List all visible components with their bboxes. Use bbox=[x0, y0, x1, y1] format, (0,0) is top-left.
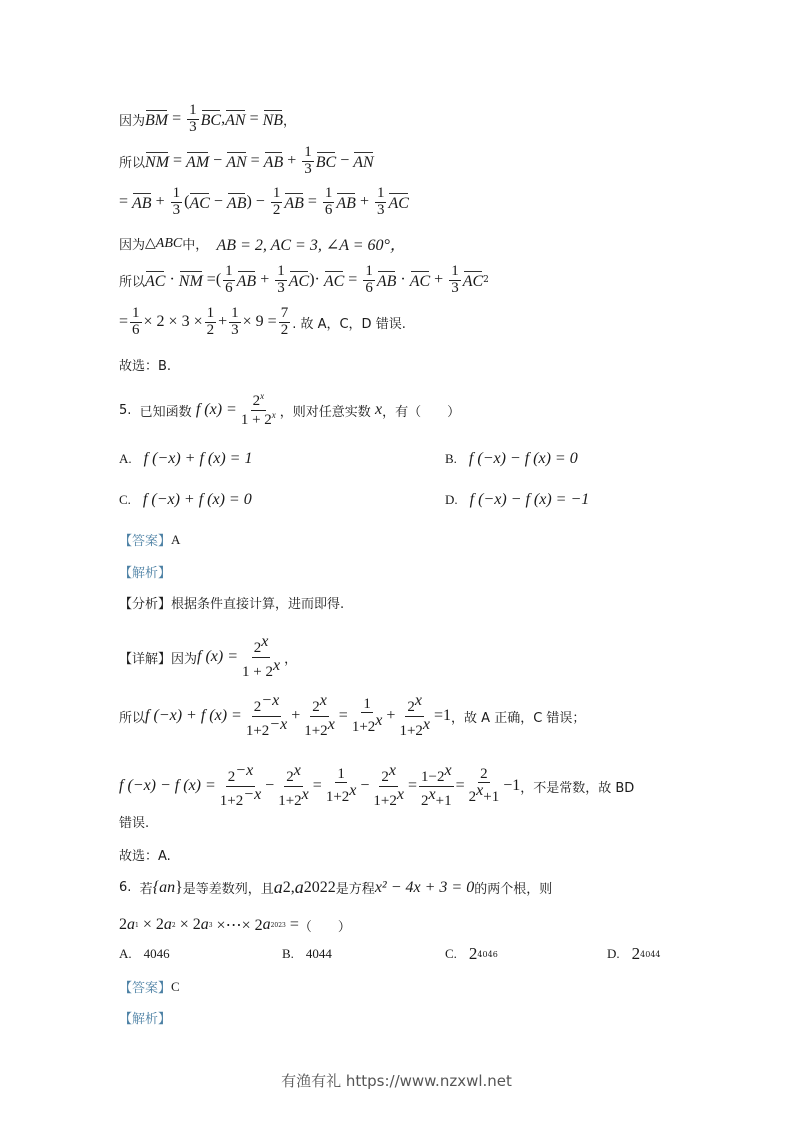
solution-line-3: = AB + $\frac{1}{3}$ ( AC − AB ) − $\frac{1}{2}$ AB = $\frac{1}{6}$ AB + $\frac{1}{3}$ AC bbox=[119, 185, 409, 218]
solution-line-6: = $\frac{1}{6}$ × 2 × 3 × $\frac{1}{2}$ + $\frac{1}{3}$ × 9 = $\frac{7}{2}$ . 故 A，C，D 错误. bbox=[119, 305, 406, 338]
q5-diff-line: f (−x) − f (x) = $\frac{2^{-x}}{1+2^{-x}}$ − $\frac{2^x}{1+2^x}$ = $\frac{1}{1+2^x}$ − $\frac{2^x}{1+2^x}$ = $\frac{1-2^x}{2^x+1}$ = $\frac{2}{2^x+1}$ −1 ，不是常数，故 BD bbox=[119, 762, 635, 809]
answer-label: 【答案】 bbox=[119, 981, 172, 996]
q5-option-b: B. f (−x) − f (x) = 0 bbox=[445, 450, 578, 467]
q5-option-a: A. f (−x) + f (x) = 1 bbox=[119, 450, 253, 467]
q6-analysis-label: 【解析】 bbox=[119, 1012, 172, 1027]
q5-conclusion: 故选：A. bbox=[119, 849, 171, 864]
solution-line-1: 因为 BM = $\frac{1}{3}$ BC , AN = NB ， bbox=[119, 102, 297, 135]
fraction: $\frac{1}{3}$ bbox=[189, 102, 197, 135]
q5-fenxi: 【分析】 根据条件直接计算，进而即得. bbox=[119, 597, 345, 612]
q5-stem: 5. 已知函数 f (x) = $\frac{2^x}{1 + 2^x}$ ，则对任意实数 x ，有（ ） bbox=[119, 391, 461, 428]
q5-sum-line: 所以 f (−x) + f (x) = $\frac{2^{-x}}{1+2^{-x}}$ + $\frac{2^x}{1+2^x}$ = $\frac{1}{1+2^x}$ + $\frac{2^x}{1+2^x}$ =1 ，故 A 正确，C 错误； bbox=[119, 692, 586, 739]
q6-option-b: B. 4044 bbox=[282, 946, 332, 961]
solution-line-4: 因为 △ABC 中， AB = 2, AC = 3, ∠A = 60°， bbox=[119, 236, 406, 254]
solution-conclusion: 故选：B. bbox=[119, 359, 172, 374]
q5-detail: 【详解】 因为 f (x) = $\frac{2^x}{1 + 2^x}$ ， bbox=[119, 633, 298, 680]
q5-analysis-label: 【解析】 bbox=[119, 566, 172, 581]
q6-stem: 6. 若 {a n } 是等差数列，且 a 2 , a 2022 是方程 x² − 4x + 3 = 0 的两个根，则 bbox=[119, 877, 553, 897]
answer-value: C bbox=[171, 978, 180, 994]
solution-line-2: 所以 NM = AM − AN = AB + $\frac{1}{3}$ BC − AN bbox=[119, 144, 374, 177]
footer-watermark: 有渔有礼 https://www.nzxwl.net bbox=[281, 1072, 512, 1090]
solution-line-5: 所以 AC · NM =( $\frac{1}{6}$ AB + $\frac{1}{3}$ AC )· AC = $\frac{1}{6}$ AB · AC + $\frac{1}{3}$ AC 2 bbox=[119, 263, 489, 296]
q6-product: 2 a 1 × 2 a 2 × 2 a 3 ×⋯× 2 a 2023 = （ ） bbox=[119, 916, 351, 935]
q5-diff-wrap: 错误. bbox=[119, 816, 150, 831]
q6-option-a: A. 4046 bbox=[119, 946, 170, 961]
q6-option-d: D. 2 4044 bbox=[607, 944, 661, 963]
q6-option-c: C. 2 4046 bbox=[445, 944, 498, 963]
answer-value: A bbox=[171, 531, 181, 547]
q6-answer bbox=[119, 977, 180, 996]
q5-option-c: C. f (−x) + f (x) = 0 bbox=[119, 491, 252, 508]
q5-option-d: D. f (−x) − f (x) = −1 bbox=[445, 491, 590, 508]
answer-label: 【答案】 bbox=[119, 534, 172, 549]
q5-answer bbox=[119, 530, 180, 549]
